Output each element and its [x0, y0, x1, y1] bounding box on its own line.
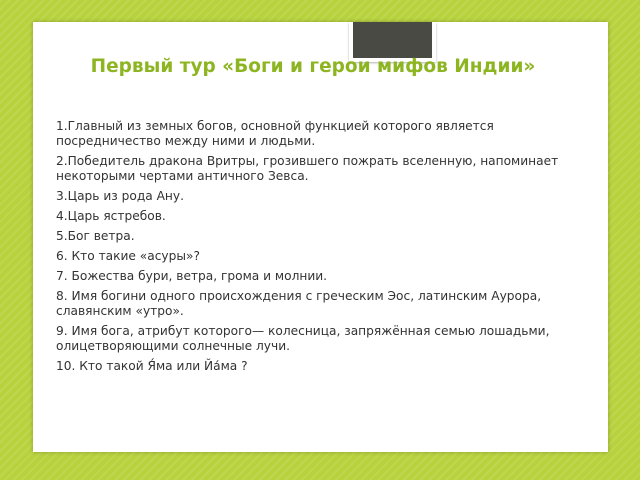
question-item-9: 9. Имя бога, атрибут которого— колесница, запряжённая семью лошадьми, олицетворяющими солнечные лучи. — [56, 324, 550, 353]
slide-card — [33, 22, 608, 452]
question-list — [56, 119, 596, 379]
question-item-10: 10. Кто такой Я́ма или Йа́ма ? — [56, 359, 248, 373]
question-item-1: 1.Главный из земных богов, основной функцией которого является посредничество между ними и людьми. — [56, 119, 494, 148]
question-item-3: 3.Царь из рода Ану. — [56, 189, 184, 203]
question-item-2: 2.Победитель дракона Вритры, грозившего пожрать вселенную, напоминает некоторыми чертами античного Зевса. — [56, 154, 559, 183]
question-item-6: 6. Кто такие «асуры»? — [56, 249, 200, 263]
question-item-5: 5.Бог ветра. — [56, 229, 135, 243]
question-item-4: 4.Царь ястребов. — [56, 209, 166, 223]
question-item-8: 8. Имя богини одного происхождения с греческим Эос, латинским Аурора, славянским «утро». — [56, 289, 542, 318]
slide-title: Первый тур «Боги и герои мифов Индии» — [90, 56, 536, 77]
question-item-7: 7. Божества бури, ветра, грома и молнии. — [56, 269, 328, 283]
